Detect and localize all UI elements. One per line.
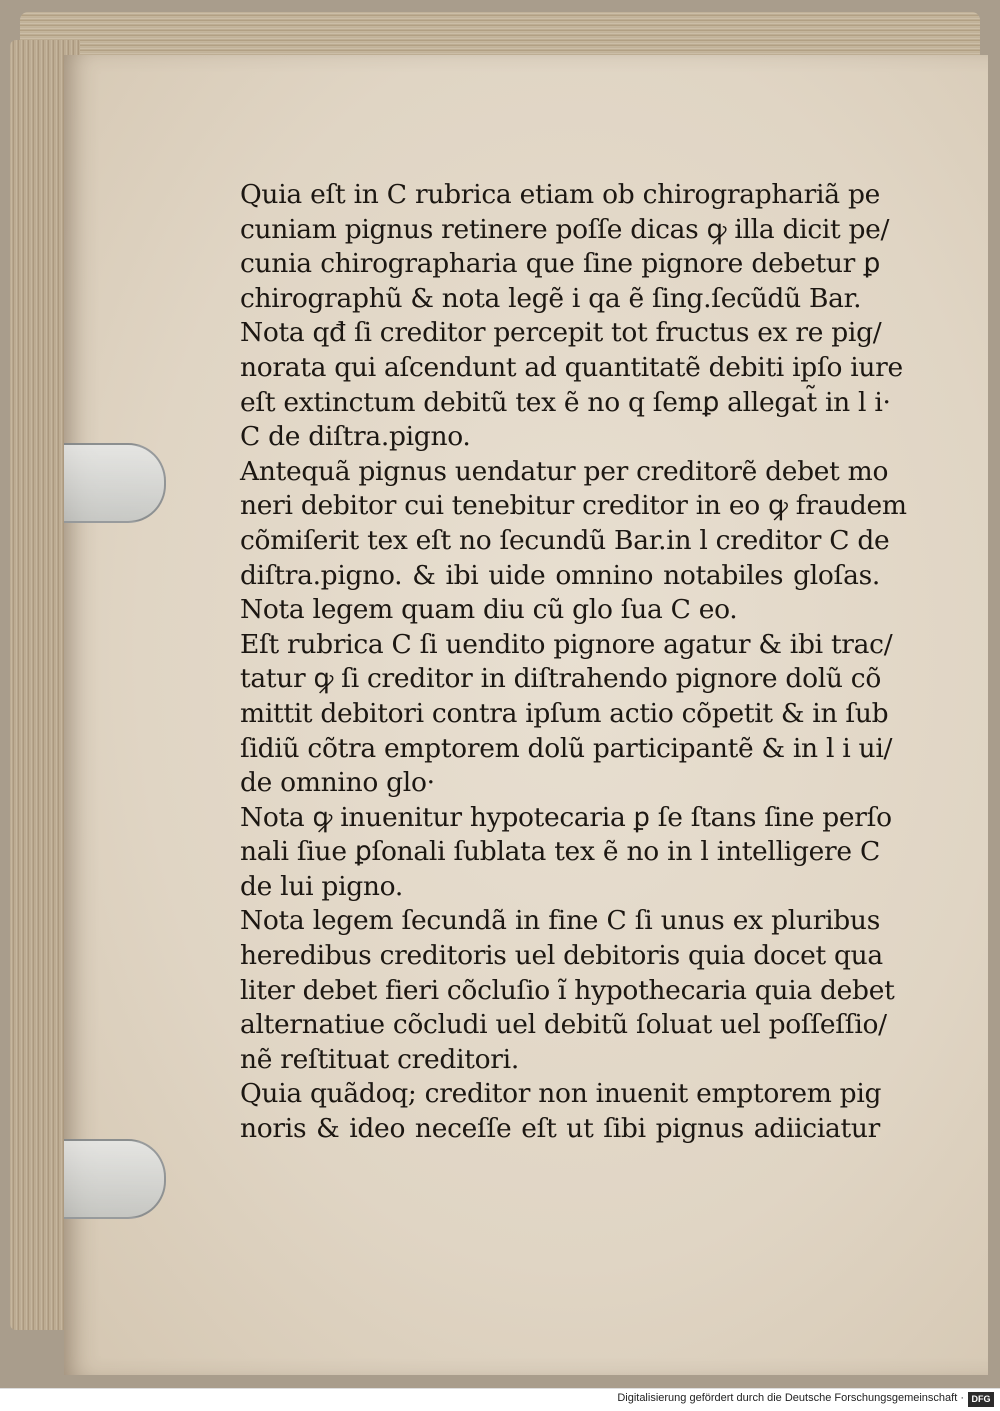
text-line: neri debitor cui tenebitur creditor in eo ꝙ fraudem (240, 490, 907, 522)
text-line: heredibus creditoris uel debitoris quia docet qua (240, 940, 883, 972)
text-line: Quia quãdoq; creditor non inuenit emptorem pig (240, 1078, 882, 1110)
text-line: nali ſiue ꝑſonali ſublata tex ẽ no in l intelligere C (240, 836, 880, 868)
text-line: Nota qđ ſi creditor percepit tot fructus ex re pig/ (240, 317, 882, 349)
text-line: Nota legem quam diu cũ glo ſua C eo. (240, 594, 738, 626)
text-line: eſt extinctum debitũ tex ẽ no q ſemꝑ allegat̃ in l i· (240, 386, 891, 418)
text-line: liter debet fieri cõcluſio ĩ hypothecaria quia debet (240, 974, 895, 1006)
text-line: tatur ꝙ ſi creditor in diſtrahendo pignore dolũ cõ (240, 663, 881, 695)
text-line: Nota legem ſecundã in fine C ſi unus ex pluribus (240, 905, 880, 937)
page-clip-top (64, 443, 166, 523)
text-line: cuniam pignus retinere poſſe dicas ꝙ illa dicit pe/ (240, 213, 890, 245)
funding-credit: Digitalisierung gefördert durch die Deutsche Forschungsgemeinschaft · (617, 1392, 964, 1404)
footer-bar (0, 1388, 1000, 1411)
text-line: C de diſtra.pigno. (240, 421, 471, 453)
text-line: diſtra.pigno. & ibi uide omnino notabiles gloſas. (240, 559, 880, 591)
text-line: alternatiue cõcludi uel debitũ ſoluat uel poſſeſſio/ (240, 1009, 887, 1041)
body-text (240, 178, 907, 1147)
text-line: de lui pigno. (240, 870, 403, 902)
text-line: chirographũ & nota legẽ i qa ẽ ſing.ſecũdũ Bar. (240, 282, 862, 314)
text-line: de omnino glo· (240, 767, 435, 799)
text-line: norata qui aſcendunt ad quantitatẽ debiti ipſo iure (240, 351, 903, 383)
page-clip-bottom (64, 1139, 166, 1219)
text-line: Nota ꝙ inuenitur hypotecaria ꝑ ſe ſtans ſine perſo (240, 801, 892, 833)
text-line: ſidiũ cõtra emptorem dolũ participantẽ & in l i ui/ (240, 732, 893, 764)
text-line: mittit debitori contra ipſum actio cõpetit & in ſub (240, 697, 889, 729)
text-line: Quia eſt in C rubrica etiam ob chirographariã pe (240, 179, 880, 210)
text-line: cõmiſerit tex eſt no ſecundũ Bar.in l creditor C de (240, 524, 890, 556)
text-line: Antequã pignus uendatur per creditorẽ debet mo (240, 455, 889, 487)
text-line: cunia chirographaria que ſine pignore debetur ꝑ (240, 248, 880, 280)
text-line: noris & ideo neceſſe eſt ut ſibi pignus adiiciatur (240, 1113, 880, 1145)
text-line: nẽ reſtituat creditori. (240, 1043, 519, 1075)
dfg-logo: DFG (968, 1392, 994, 1407)
text-line: Eſt rubrica C ſi uendito pignore agatur & ibi trac/ (240, 628, 893, 660)
